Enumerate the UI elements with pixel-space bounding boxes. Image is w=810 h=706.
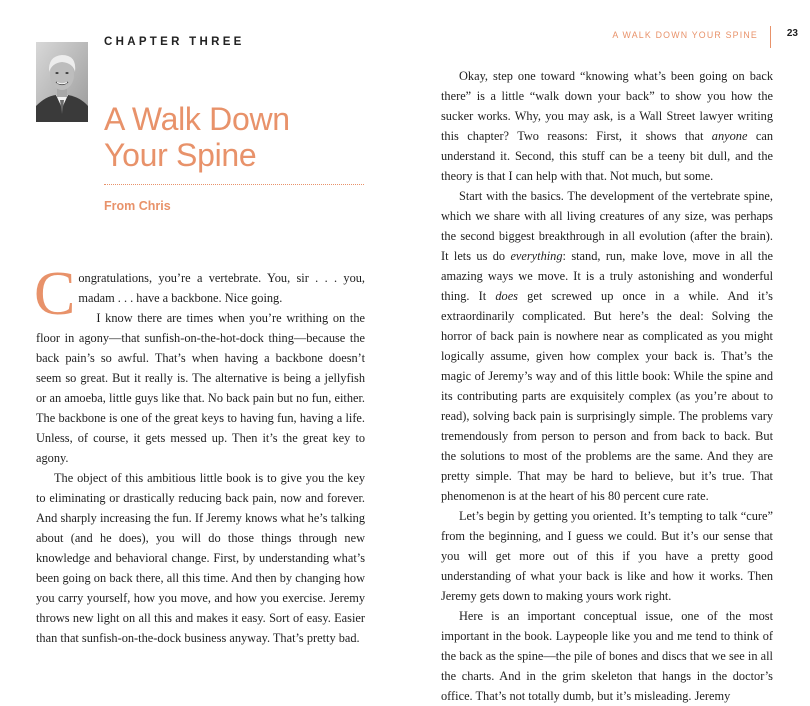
author-photo <box>36 42 88 122</box>
chapter-title-line-2: Your Spine <box>104 137 257 173</box>
text-span: Start with the basics. The development of the vertebrate spine, which we share with all living creatures of any size, was perhaps the second biggest breakthrough in all evolution (after the brain). It lets us do <box>441 189 773 263</box>
chapter-title-line-1: A Walk Down <box>104 101 290 137</box>
text-span: : stand, run, make love, move in all the amazing ways we move. It is a truly astonishing and wonderful thing. It <box>441 249 773 303</box>
paragraph-text: ongratulations, you’re a vertebrate. You, sir . . . you, madam . . . have a backbone. Nice going. <box>78 271 365 305</box>
byline: From Chris <box>104 199 171 213</box>
emphasis: everything <box>510 249 563 263</box>
dotted-divider <box>104 184 364 185</box>
paragraph <box>34 260 365 328</box>
paragraph <box>441 66 773 186</box>
running-head-divider <box>770 26 771 48</box>
emphasis: does <box>495 289 518 303</box>
paragraph: The object of this ambitious little book is to give you the key to eliminating or drastically reducing back pain, now and forever. And sharply increasing the fun. If Jeremy knows what he’s talking about (and he does), you will do those things through new knowledge and behavioral change. First, by understanding what’s been going on back there, all this time. And then by changing how you carry yourself, how you move, and how you exercise. Jeremy throws new light on all this and makes it easy. Sort of easy. Easier than that sunfish-on-the-dock business anyway. That’s pretty bad. <box>36 471 365 645</box>
paragraph: Here is an important conceptual issue, one of the most important in the book. Laypeople like you and me tend to think of the back as the spine—the pile of bones and discs that we see in all the charts. And in the grim skeleton that hangs in the doctor’s office. That’s not totally dumb, but it’s misleading. Jeremy <box>441 609 773 703</box>
left-body-text <box>34 260 365 648</box>
running-head: A WALK DOWN YOUR SPINE <box>612 30 758 40</box>
right-body-text <box>441 66 773 706</box>
left-page <box>0 0 405 645</box>
drop-cap: C <box>34 260 76 328</box>
chapter-label: CHAPTER THREE <box>104 36 245 48</box>
text-span: get screwed up once in a while. And it’s extraordinarily complicated. But here’s the deal: Solving the horror of back pain is nowhere near as complicated as you might logically assume, given how complex your back is. That’s the magic of Jeremy’s way and of this little book: While the spine and its contributing parts are exquisitely complex (as you’re about to read), solving back pain is surprisingly simple. The problems vary tremendously from person to person and from back to back. But the solutions to most of the problems are the same. And they are pretty simple. That may be hard to believe, but it’s true. That phenomenon is at the heart of his 80 percent cure rate. <box>441 289 773 503</box>
text-span: Okay, step one toward “knowing what’s been going on back there” is a little “walk down your back” to show you how the sucker works. Why, you may ask, is a Wall Street lawyer writing this chapter? Two reasons: First, it shows that <box>441 69 773 143</box>
page-number: 23 <box>786 28 798 39</box>
paragraph: Let’s begin by getting you oriented. It’s tempting to talk “cure” from the beginning, and I guess we could. But it’s our sense that you will get more out of this if you have a pretty good understanding of what your back is like and how it works. Then Jeremy gets down to making yours work right. <box>441 509 773 603</box>
right-page <box>405 0 810 703</box>
paragraph: I know there are times when you’re writhing on the floor in agony—that sunfish-on-the-hot-dock thing—because the back pain’s so awful. That’s when having a backbone doesn’t seem so great. But it really is. The alternative is being a jellyfish or an amoeba, little guys like that. No back pain but no fun, either. The backbone is one of the great keys to having fun, having a life. Unless, of course, it gets messed up. Then it’s the great key to agony. <box>36 311 365 465</box>
text-span: can understand it. Second, this stuff can be a teeny bit dull, and the theory is that I can help with that. Not much, but some. <box>441 129 773 183</box>
chapter-title <box>104 101 364 173</box>
paragraph <box>441 186 773 506</box>
emphasis: anyone <box>711 129 748 143</box>
